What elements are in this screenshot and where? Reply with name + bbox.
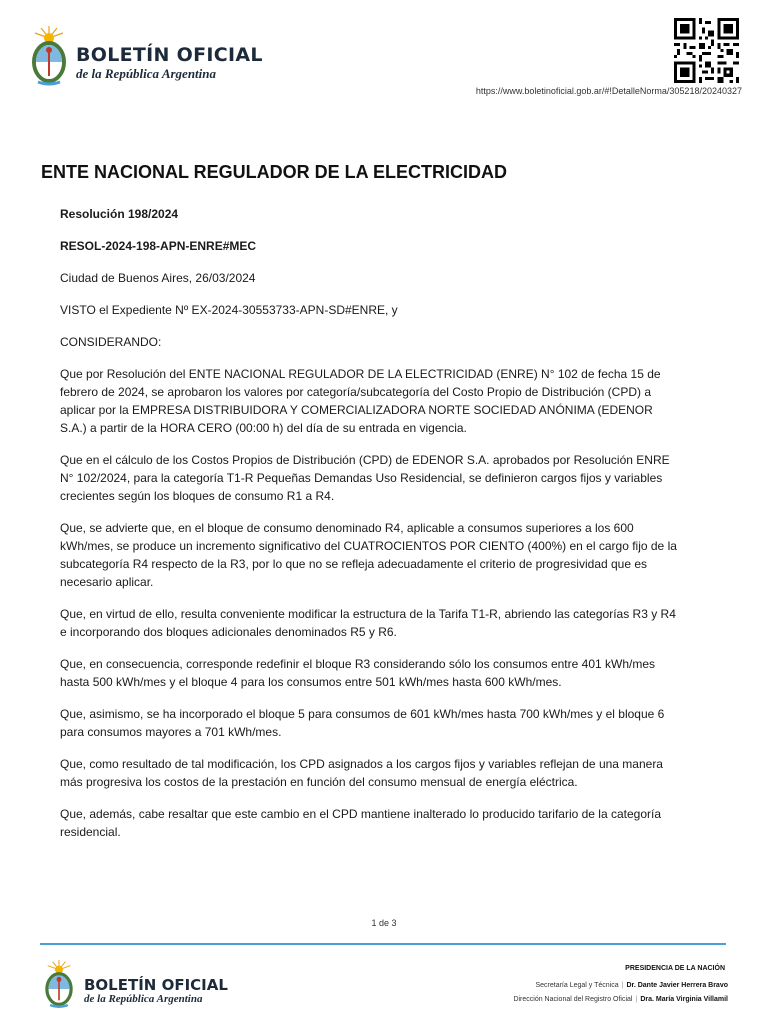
paragraph-line: Que, en consecuencia, corresponde redefinir el bloque R3 considerando sólo los consumos entre 401 kWh/mes (60, 657, 656, 671)
paragraph-line: Que por Resolución del ENTE NACIONAL REGULADOR DE LA ELECTRICIDAD (ENRE) N° 102 de fecha 15 de (60, 367, 661, 381)
separator: | (621, 982, 624, 989)
footer-brand-subtitle: de la República Argentina (84, 993, 203, 1005)
considerando-heading: CONSIDERANDO: (60, 335, 162, 349)
considerando-paragraph (60, 805, 720, 841)
considerando-paragraph (60, 755, 720, 791)
considerando-paragraph (60, 365, 720, 437)
brand-subtitle: de la República Argentina (76, 66, 216, 81)
paragraph-line: crecientes según los bloques de consumo R1 a R4. (60, 489, 335, 503)
separator: | (635, 996, 638, 1003)
visto-line: VISTO el Expediente Nº EX-2024-30553733-APN-SD#ENRE, y (60, 303, 398, 317)
considerando-paragraph (60, 451, 720, 505)
considerando-paragraph (60, 705, 720, 741)
paragraph-line: para consumos mayores a 701 kWh/mes. (60, 725, 282, 739)
paragraph-line: aplicar por la EMPRESA DISTRIBUIDORA Y COMERCIALIZADORA NORTE SOCIEDAD ANÓNIMA (EDENOR (60, 403, 653, 417)
paragraph-line: Que, en virtud de ello, resulta conveniente modificar la estructura de la Tarifa T1-R, abriendo las categorías R3 y R4 (60, 607, 676, 621)
considerando-paragraph (60, 519, 720, 591)
paragraph-line: S.A.) a partir de la HORA CERO (00:00 h) del día de su entrada en vigencia. (60, 421, 467, 435)
paragraph-line: subcategoría R4 respecto de la R3, por lo que no se refleja adecuadamente el criterio de progresividad que es (60, 557, 648, 571)
resolution-code: RESOL-2024-198-APN-ENRE#MEC (60, 239, 257, 253)
paragraph-line: más progresiva los costos de la prestación en función del consumo mensual de energía eléctrica. (60, 775, 578, 789)
coat-of-arms-icon (42, 960, 76, 1010)
document-body (60, 205, 720, 841)
footer-brand-title: BOLETÍN OFICIAL (84, 976, 228, 994)
paragraph-line: residencial. (60, 825, 121, 839)
paragraph-line: Que, como resultado de tal modificación, los CPD asignados a los cargos fijos y variables reflejan de una manera (60, 757, 663, 771)
secretaria-line (535, 982, 728, 989)
brand-title: BOLETÍN OFICIAL (76, 44, 263, 66)
paragraph-line: Que en el cálculo de los Costos Propios de Distribución (CPD) de EDENOR S.A. aprobados por Resolución ENRE (60, 453, 670, 467)
direccion-line (513, 996, 728, 1003)
paragraph-line: febrero de 2024, se aprobaron los valores por categoría/subcategoría del Costo Propio de Distribución (CPD) a (60, 385, 651, 399)
paragraph-line: e incorporando dos bloques adicionales denominados R5 y R6. (60, 625, 397, 639)
paragraph-line: hasta 500 kWh/mes y el bloque 4 para los consumos entre 501 kWh/mes hasta 600 kWh/mes. (60, 675, 562, 689)
page-number: 1 de 3 (371, 918, 397, 928)
coat-of-arms-icon (28, 26, 70, 88)
paragraph-line: necesario aplicar. (60, 575, 154, 589)
considerando-paragraph (60, 605, 720, 641)
footer-divider (40, 943, 726, 945)
paragraph-line: kWh/mes, se produce un incremento significativo del CUATROCIENTOS POR CIENTO (400%) en el cargo fijo de la (60, 539, 677, 553)
paragraph-line: Que, además, cabe resaltar que este cambio en el CPD mantiene inalterado lo producido tarifario de la categoría (60, 807, 662, 821)
secretaria-label: Secretaría Legal y Técnica (535, 982, 619, 989)
document-url[interactable]: https://www.boletinoficial.gob.ar/#!DetalleNorma/305218/20240327 (475, 86, 742, 96)
place-date: Ciudad de Buenos Aires, 26/03/2024 (60, 271, 256, 285)
qr-code-icon (673, 18, 740, 83)
direccion-name: Dra. María Virginia Villamil (640, 996, 728, 1003)
paragraph-line: Que, se advierte que, en el bloque de consumo denominado R4, aplicable a consumos superiores a los 600 (60, 521, 634, 535)
secretaria-name: Dr. Dante Javier Herrera Bravo (626, 982, 728, 989)
presidency-label: PRESIDENCIA DE LA NACIÓN (625, 965, 725, 972)
paragraph-line: N° 102/2024, para la categoría T1-R Pequeñas Demandas Uso Residencial, se definieron cargos fijos y variables (60, 471, 663, 485)
considerando-paragraphs (60, 365, 720, 841)
considerando-paragraph (60, 655, 720, 691)
entity-title: ENTE NACIONAL REGULADOR DE LA ELECTRICIDAD (41, 162, 508, 182)
resolution-number: Resolución 198/2024 (60, 207, 179, 221)
direccion-label: Dirección Nacional del Registro Oficial (513, 996, 633, 1003)
paragraph-line: Que, asimismo, se ha incorporado el bloque 5 para consumos de 601 kWh/mes hasta 700 kWh/mes y el bloque 6 (60, 707, 665, 721)
